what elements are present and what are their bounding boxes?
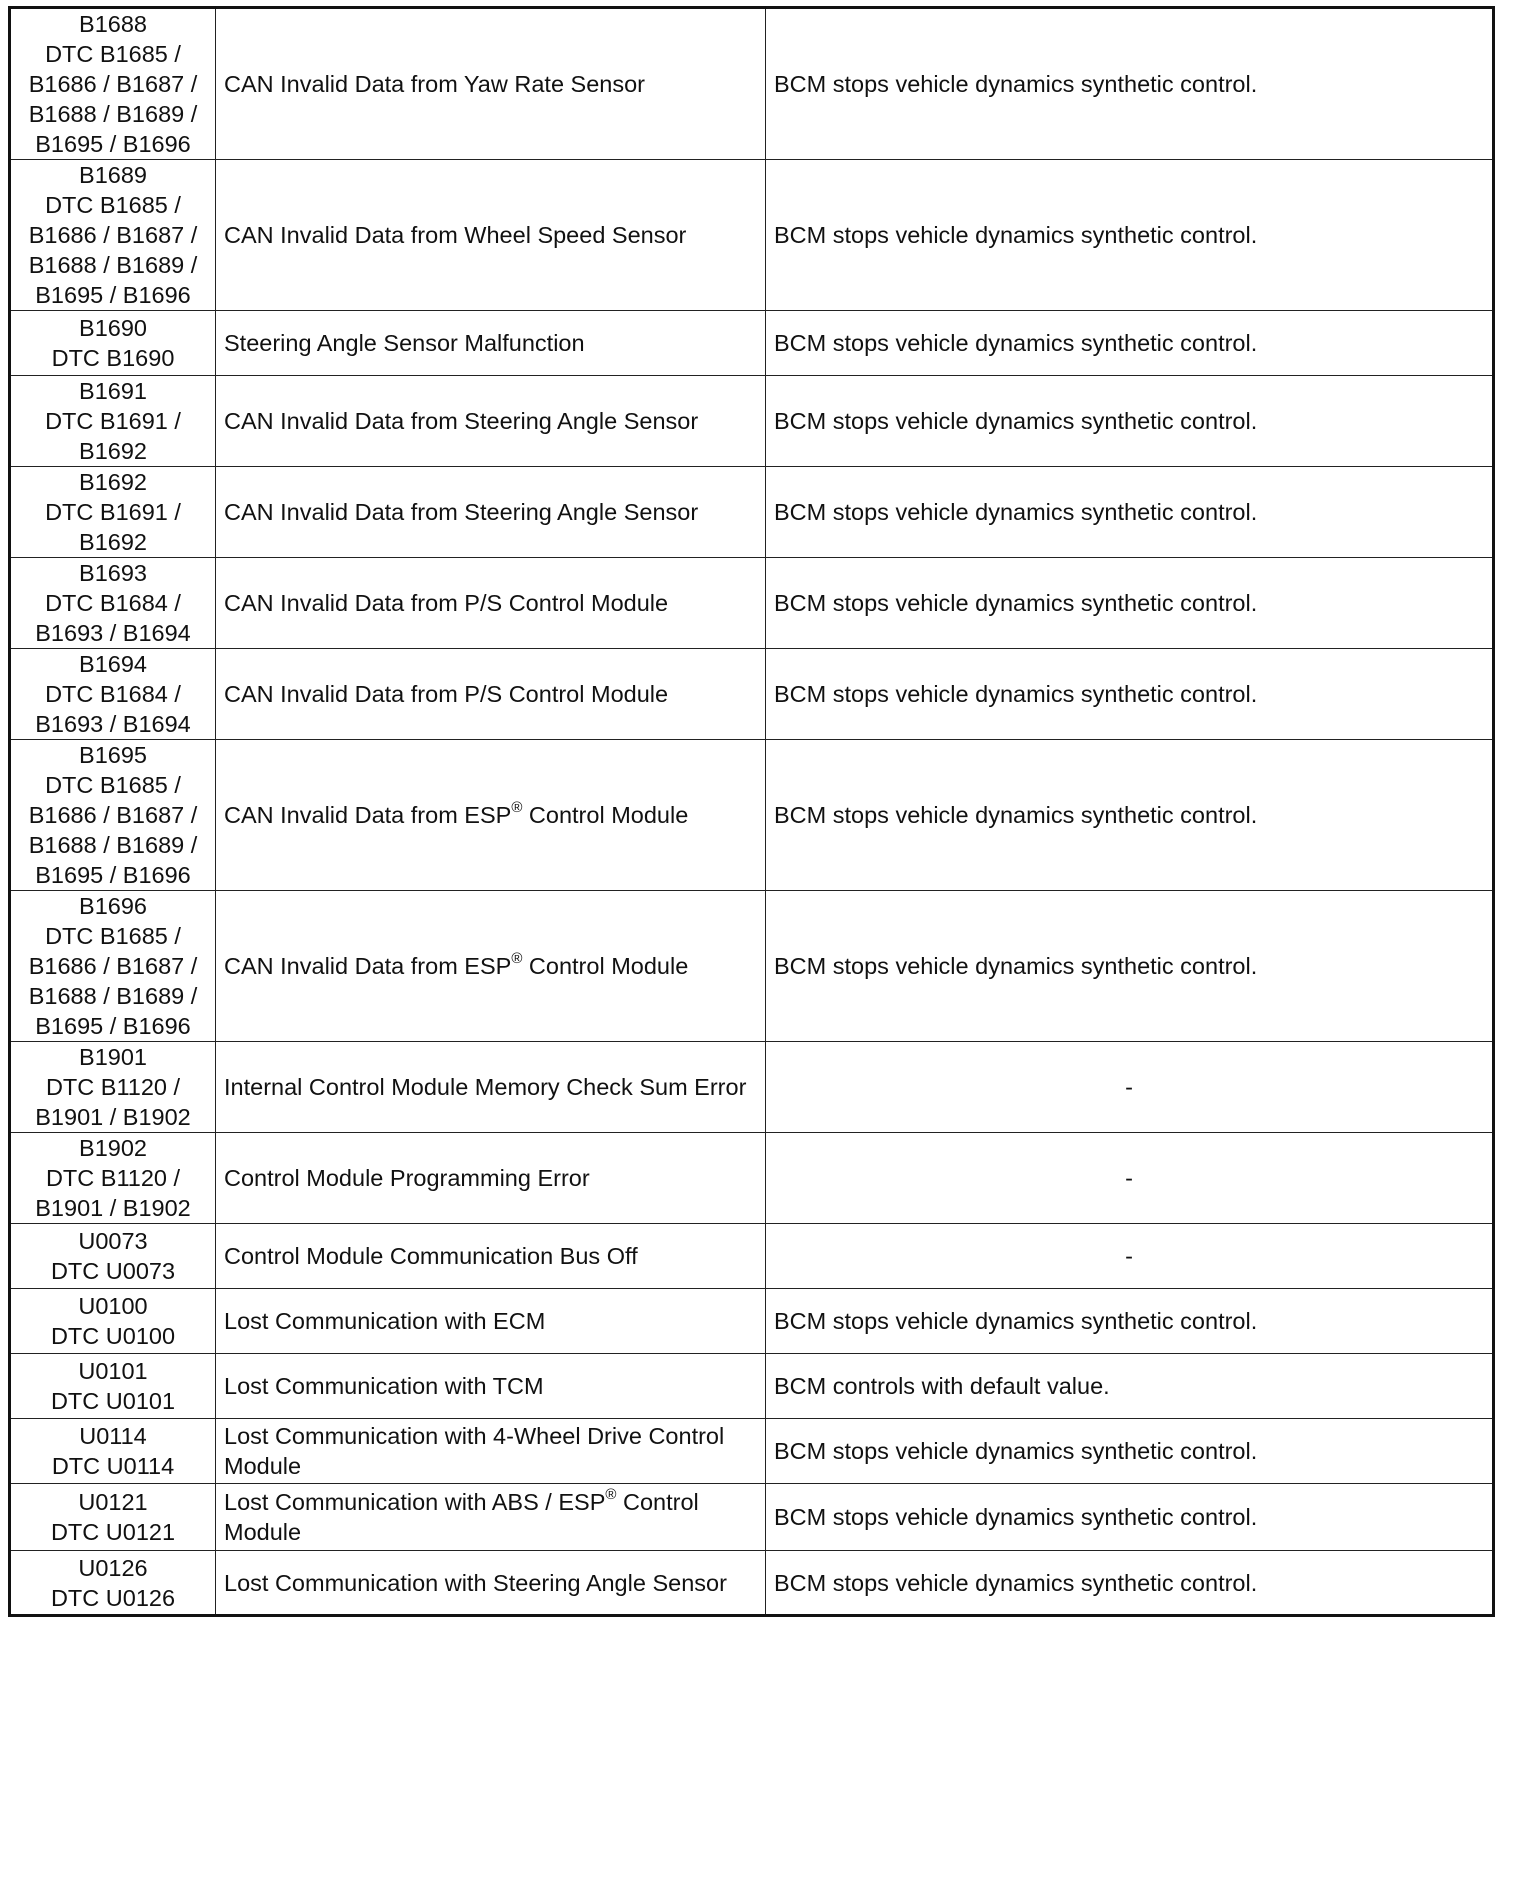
fail-safe-cell bbox=[766, 558, 1494, 649]
dtc-code-cell bbox=[10, 376, 216, 467]
detected-condition-cell bbox=[216, 467, 766, 558]
dtc-reference-line: DTC U0101 bbox=[50, 1388, 176, 1414]
table-row bbox=[10, 1354, 1494, 1419]
dtc-code-cell bbox=[10, 558, 216, 649]
table-row bbox=[10, 1133, 1494, 1224]
table-row bbox=[10, 558, 1494, 649]
dtc-code-cell bbox=[10, 891, 216, 1042]
fail-safe-cell bbox=[766, 1042, 1494, 1133]
dtc-code-cell bbox=[10, 740, 216, 891]
dtc-reference-line: B1693 / B1694 bbox=[35, 620, 191, 646]
dtc-code: U0126 bbox=[78, 1554, 148, 1581]
detected-condition-cell bbox=[216, 8, 766, 160]
dtc-reference-line: B1695 / B1696 bbox=[35, 282, 191, 308]
dtc-code-cell bbox=[10, 160, 216, 311]
dtc-code: U0073 bbox=[78, 1228, 148, 1254]
detected-condition: CAN Invalid Data from Steering Angle Sensor bbox=[224, 499, 699, 525]
fail-safe-action: BCM stops vehicle dynamics synthetic control. bbox=[774, 590, 1258, 616]
detected-condition: Internal Control Module Memory Check Sum Error bbox=[224, 1074, 747, 1100]
dtc-code: U0121 bbox=[78, 1489, 148, 1515]
fail-safe-action: BCM stops vehicle dynamics synthetic control. bbox=[774, 330, 1258, 356]
dtc-code: U0101 bbox=[78, 1358, 148, 1384]
detected-condition-tail: Control Module bbox=[522, 953, 689, 979]
dtc-code-cell bbox=[10, 1133, 216, 1224]
dtc-reference-line: DTC B1691 / bbox=[45, 408, 181, 434]
dtc-code-cell bbox=[10, 1419, 216, 1484]
dtc-code: B1901 bbox=[79, 1044, 147, 1070]
dtc-reference-line: DTC B1120 / bbox=[45, 1074, 181, 1100]
detected-condition: Lost Communication with 4-Wheel Drive Control Module bbox=[224, 1423, 725, 1479]
detected-condition: CAN Invalid Data from Steering Angle Sensor bbox=[224, 408, 699, 434]
fail-safe-cell bbox=[766, 1289, 1494, 1354]
table-row bbox=[10, 649, 1494, 740]
dtc-reference-line: DTC U0121 bbox=[50, 1519, 176, 1545]
dtc-code: B1688 bbox=[79, 11, 147, 37]
dtc-reference-line: DTC B1685 / bbox=[45, 41, 181, 67]
dtc-reference-line: B1688 / B1689 / bbox=[28, 983, 198, 1009]
fail-safe-action: BCM stops vehicle dynamics synthetic control. bbox=[774, 1569, 1258, 1596]
table-row bbox=[10, 1042, 1494, 1133]
dtc-code: U0100 bbox=[78, 1293, 148, 1319]
table-row bbox=[10, 891, 1494, 1042]
table-body bbox=[10, 8, 1494, 1616]
dtc-reference-line: DTC B1684 / bbox=[45, 681, 181, 707]
fail-safe-cell bbox=[766, 467, 1494, 558]
fail-safe-action: BCM stops vehicle dynamics synthetic control. bbox=[774, 1438, 1258, 1464]
fail-safe-action: BCM stops vehicle dynamics synthetic control. bbox=[774, 408, 1258, 434]
table-row bbox=[10, 8, 1494, 160]
table-row bbox=[10, 1224, 1494, 1289]
fail-safe-action: - bbox=[1125, 1165, 1133, 1191]
dtc-code: B1694 bbox=[79, 651, 147, 677]
dtc-reference-line: B1686 / B1687 / bbox=[28, 802, 198, 828]
fail-safe-cell bbox=[766, 891, 1494, 1042]
dtc-code: B1696 bbox=[79, 893, 147, 919]
table-row bbox=[10, 1484, 1494, 1551]
dtc-code: U0114 bbox=[79, 1423, 147, 1449]
table-row bbox=[10, 160, 1494, 311]
fail-safe-cell bbox=[766, 1551, 1494, 1616]
dtc-reference-line: DTC B1691 / bbox=[45, 499, 181, 525]
fail-safe-cell bbox=[766, 311, 1494, 376]
fail-safe-cell bbox=[766, 1133, 1494, 1224]
fail-safe-action: BCM stops vehicle dynamics synthetic control. bbox=[774, 1504, 1258, 1530]
dtc-reference-line: DTC B1685 / bbox=[45, 772, 181, 798]
dtc-code-cell bbox=[10, 1042, 216, 1133]
dtc-reference-line: DTC U0126 bbox=[50, 1584, 176, 1611]
detected-condition: CAN Invalid Data from ESP bbox=[224, 953, 512, 979]
dtc-reference-line: B1688 / B1689 / bbox=[28, 832, 198, 858]
fail-safe-action: BCM stops vehicle dynamics synthetic control. bbox=[774, 681, 1258, 707]
detected-condition-tail: Control Module bbox=[224, 1489, 699, 1545]
dtc-reference-line: DTC B1120 / bbox=[45, 1165, 181, 1191]
dtc-code: B1689 bbox=[79, 162, 147, 188]
detected-condition-cell bbox=[216, 891, 766, 1042]
fail-safe-cell bbox=[766, 1419, 1494, 1484]
dtc-code: B1693 bbox=[79, 560, 147, 586]
table-row bbox=[10, 1551, 1494, 1616]
fail-safe-action: BCM stops vehicle dynamics synthetic control. bbox=[774, 1308, 1258, 1334]
dtc-reference-line: B1695 / B1696 bbox=[35, 862, 191, 888]
dtc-fail-safe-table bbox=[8, 6, 1495, 1617]
detected-condition: CAN Invalid Data from P/S Control Module bbox=[224, 590, 669, 616]
detected-condition-cell bbox=[216, 1419, 766, 1484]
dtc-reference-line: DTC B1690 bbox=[51, 345, 175, 371]
dtc-reference-line: B1692 bbox=[79, 438, 147, 464]
registered-trademark-mark: ® bbox=[511, 799, 523, 817]
dtc-code: B1692 bbox=[79, 469, 147, 495]
dtc-reference-line: B1901 / B1902 bbox=[35, 1104, 191, 1130]
detected-condition-cell bbox=[216, 376, 766, 467]
dtc-code: B1902 bbox=[79, 1135, 147, 1161]
detected-condition: CAN Invalid Data from Yaw Rate Sensor bbox=[224, 71, 646, 97]
fail-safe-cell bbox=[766, 740, 1494, 891]
detected-condition: Lost Communication with TCM bbox=[224, 1373, 544, 1399]
fail-safe-cell bbox=[766, 1354, 1494, 1419]
fail-safe-cell bbox=[766, 1224, 1494, 1289]
detected-condition: CAN Invalid Data from P/S Control Module bbox=[224, 681, 669, 707]
registered-trademark-mark: ® bbox=[605, 1486, 617, 1504]
dtc-reference-line: B1693 / B1694 bbox=[35, 711, 191, 737]
dtc-reference-line: DTC U0100 bbox=[50, 1323, 176, 1349]
dtc-reference-line: B1695 / B1696 bbox=[35, 1013, 191, 1039]
dtc-reference-line: B1686 / B1687 / bbox=[28, 71, 198, 97]
dtc-reference-line: B1695 / B1696 bbox=[35, 131, 191, 157]
detected-condition-cell bbox=[216, 1224, 766, 1289]
detected-condition: CAN Invalid Data from Wheel Speed Sensor bbox=[224, 222, 687, 248]
dtc-reference-line: B1901 / B1902 bbox=[35, 1195, 191, 1221]
detected-condition-cell bbox=[216, 740, 766, 891]
detected-condition: Lost Communication with ABS / ESP bbox=[224, 1489, 606, 1515]
dtc-code: B1690 bbox=[79, 315, 147, 341]
dtc-code: B1695 bbox=[79, 742, 147, 768]
dtc-reference-line: DTC B1684 / bbox=[45, 590, 181, 616]
dtc-code-cell bbox=[10, 8, 216, 160]
detected-condition: Control Module Communication Bus Off bbox=[224, 1243, 638, 1269]
dtc-code-cell bbox=[10, 1484, 216, 1551]
detected-condition-cell bbox=[216, 160, 766, 311]
detected-condition-cell bbox=[216, 1551, 766, 1616]
detected-condition-cell bbox=[216, 311, 766, 376]
fail-safe-action: BCM stops vehicle dynamics synthetic control. bbox=[774, 953, 1258, 979]
fail-safe-cell bbox=[766, 649, 1494, 740]
table-row bbox=[10, 376, 1494, 467]
detected-condition-cell bbox=[216, 1484, 766, 1551]
dtc-code-cell bbox=[10, 649, 216, 740]
detected-condition-cell bbox=[216, 649, 766, 740]
detected-condition-cell bbox=[216, 1289, 766, 1354]
fail-safe-action: BCM stops vehicle dynamics synthetic control. bbox=[774, 71, 1258, 97]
registered-trademark-mark: ® bbox=[511, 950, 523, 968]
fail-safe-action: BCM stops vehicle dynamics synthetic control. bbox=[774, 499, 1258, 525]
detected-condition-cell bbox=[216, 1133, 766, 1224]
dtc-code-cell bbox=[10, 1551, 216, 1616]
fail-safe-action: - bbox=[1125, 1074, 1133, 1100]
detected-condition: Control Module Programming Error bbox=[224, 1165, 590, 1191]
table-row bbox=[10, 467, 1494, 558]
dtc-reference-line: B1692 bbox=[79, 529, 147, 555]
fail-safe-action: - bbox=[1125, 1243, 1133, 1269]
detected-condition: Lost Communication with Steering Angle Sensor bbox=[224, 1569, 727, 1596]
dtc-code-cell bbox=[10, 1354, 216, 1419]
table-row bbox=[10, 311, 1494, 376]
fail-safe-cell bbox=[766, 1484, 1494, 1551]
fail-safe-cell bbox=[766, 160, 1494, 311]
fail-safe-cell bbox=[766, 8, 1494, 160]
detected-condition: Lost Communication with ECM bbox=[224, 1308, 546, 1334]
dtc-reference-line: B1688 / B1689 / bbox=[28, 252, 198, 278]
dtc-code: B1691 bbox=[79, 378, 147, 404]
dtc-reference-line: DTC B1685 / bbox=[45, 923, 181, 949]
dtc-reference-line: B1686 / B1687 / bbox=[28, 222, 198, 248]
dtc-reference-line: DTC B1685 / bbox=[45, 192, 181, 218]
dtc-reference-line: B1688 / B1689 / bbox=[28, 101, 198, 127]
dtc-reference-line: DTC U0073 bbox=[50, 1258, 176, 1284]
detected-condition-cell bbox=[216, 1354, 766, 1419]
fail-safe-cell bbox=[766, 376, 1494, 467]
detected-condition-cell bbox=[216, 1042, 766, 1133]
table-row bbox=[10, 740, 1494, 891]
dtc-reference-line: B1686 / B1687 / bbox=[28, 953, 198, 979]
detected-condition: CAN Invalid Data from ESP bbox=[224, 802, 512, 828]
fail-safe-action: BCM controls with default value. bbox=[774, 1373, 1110, 1399]
fail-safe-action: BCM stops vehicle dynamics synthetic control. bbox=[774, 802, 1258, 828]
fail-safe-action: BCM stops vehicle dynamics synthetic control. bbox=[774, 222, 1258, 248]
dtc-code-cell bbox=[10, 1289, 216, 1354]
detected-condition: Steering Angle Sensor Malfunction bbox=[224, 330, 585, 356]
dtc-code-cell bbox=[10, 1224, 216, 1289]
detected-condition-cell bbox=[216, 558, 766, 649]
dtc-code-cell bbox=[10, 311, 216, 376]
table-row bbox=[10, 1419, 1494, 1484]
table-row bbox=[10, 1289, 1494, 1354]
detected-condition-tail: Control Module bbox=[522, 802, 689, 828]
dtc-code-cell bbox=[10, 467, 216, 558]
dtc-reference-line: DTC U0114 bbox=[51, 1453, 175, 1479]
